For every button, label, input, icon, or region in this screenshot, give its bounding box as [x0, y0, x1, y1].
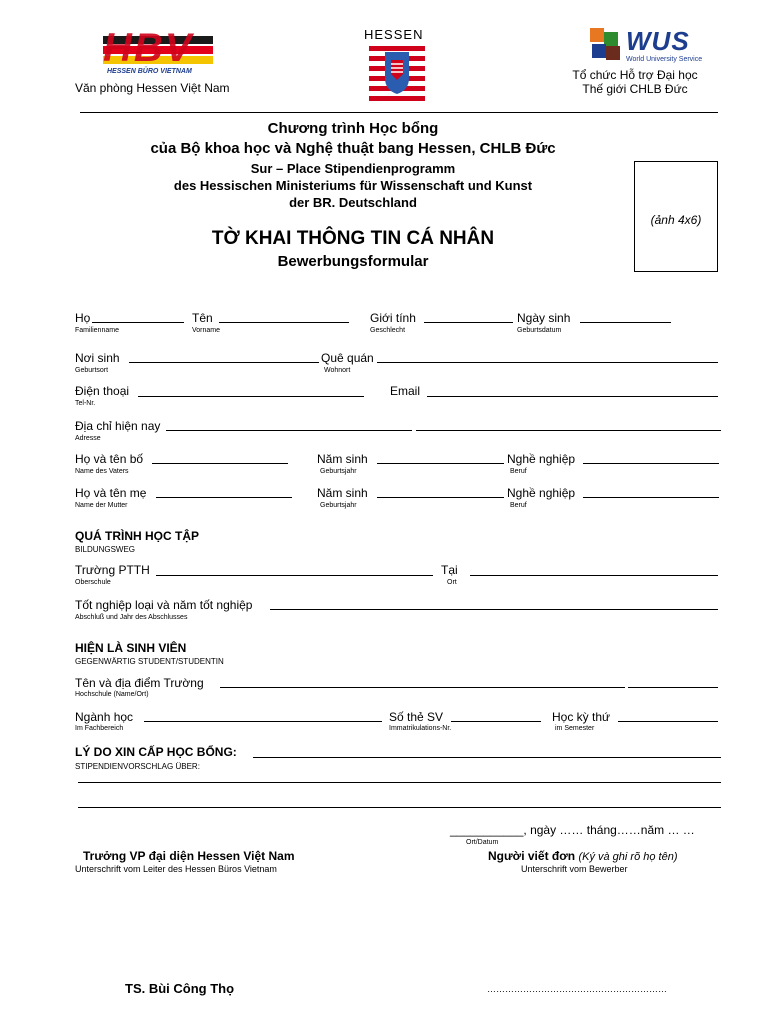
hessen-stripes-graphic	[369, 44, 425, 102]
field-hocky[interactable]	[618, 721, 718, 722]
photo-label: (ảnh 4x6)	[650, 213, 702, 227]
student-heading: HIỆN LÀ SINH VIÊN	[75, 641, 187, 655]
label-totnghiep-de: Abschluß und Jahr des Abschlusses	[75, 614, 188, 621]
label-nganh: Ngành học	[75, 710, 134, 724]
education-heading: QUÁ TRÌNH HỌC TẬP	[75, 529, 199, 543]
field-quequan[interactable]	[377, 362, 718, 363]
label-namsinh-bo: Năm sinh	[317, 452, 368, 466]
label-nghenghiep-me: Nghề nghiệp	[507, 486, 576, 500]
field-dienthoai[interactable]	[138, 396, 364, 397]
field-nghenghiep-me[interactable]	[583, 497, 719, 498]
label-namsinh-bo-de: Geburtsjahr	[320, 468, 357, 475]
label-ho: Họ	[75, 311, 91, 325]
date-line-de: Ort/Datum	[466, 839, 499, 846]
left-signature-de: Unterschrift vom Leiter des Hessen Büros Vietnam	[75, 864, 277, 874]
label-gioitinh-de: Geschlecht	[370, 327, 406, 334]
label-noisinh: Nơi sinh	[75, 351, 120, 365]
program-title-de-2: des Hessischen Ministeriums für Wissenschaft und Kunst	[173, 178, 533, 193]
label-diachi-de: Adresse	[75, 435, 101, 442]
field-reason-3[interactable]	[78, 807, 721, 808]
label-ten-de: Vorname	[192, 327, 221, 334]
field-noisinh[interactable]	[129, 362, 319, 363]
right-signature-note: (Ký và ghi rõ họ tên)	[578, 851, 678, 863]
right-signature-de: Unterschrift vom Bewerber	[521, 864, 628, 874]
date-line[interactable]: ___________, ngày …… tháng……năm … …	[450, 823, 695, 837]
label-hocky: Học kỳ thứ	[552, 710, 611, 724]
field-gioitinh[interactable]	[424, 322, 513, 323]
hbv-logo-text: HBV	[103, 26, 194, 70]
hessen-label: HESSEN	[364, 27, 424, 42]
field-namsinh-bo[interactable]	[377, 463, 504, 464]
student-heading-de: GEGENWÄRTIG STUDENT/STUDENTIN	[75, 657, 224, 666]
program-title-vn-1: Chương trình Học bổng	[267, 120, 439, 137]
field-reason-2[interactable]	[78, 782, 721, 783]
field-truong-ptth[interactable]	[156, 575, 433, 576]
label-totnghiep: Tốt nghiệp loại và năm tốt nghiệp	[75, 598, 253, 612]
field-email[interactable]	[427, 396, 718, 397]
label-quequan: Quê quán	[321, 351, 374, 365]
label-dienthoai-de: Tel-Nr.	[75, 400, 96, 407]
label-quequan-de: Wohnort	[324, 367, 351, 374]
wus-logo-squares	[590, 28, 626, 64]
reason-heading-de: STIPENDIENVORSCHLAG ÜBER:	[75, 762, 200, 771]
label-noisinh-de: Geburtsort	[75, 367, 109, 374]
form-title: TỜ KHAI THÔNG TIN CÁ NHÂN	[211, 228, 495, 249]
hessen-coat-of-arms	[369, 44, 425, 102]
label-hotenme: Họ và tên mẹ	[75, 486, 147, 500]
label-tai-de: Ort	[447, 579, 457, 586]
label-ten-truong: Tên và địa điểm Trường	[75, 676, 204, 690]
label-ten-truong-de: Hochschule (Name/Ort)	[75, 691, 149, 698]
education-heading-de: BILDUNGSWEG	[75, 545, 136, 554]
hbv-logo	[103, 26, 213, 78]
label-ten: Tên	[192, 311, 213, 325]
label-truong-ptth: Trường PTTH	[75, 563, 150, 577]
program-title-de-3: der BR. Deutschland	[289, 195, 417, 210]
left-signature-title: Trưởng VP đại diện Hessen Việt Nam	[83, 849, 295, 863]
label-ngaysinh: Ngày sinh	[517, 311, 571, 325]
label-sothe: Số thẻ SV	[389, 710, 444, 724]
right-org-line1: Tổ chức Hỗ trợ Đại học	[572, 68, 698, 82]
program-title-de-1: Sur – Place Stipendienprogramm	[250, 161, 456, 176]
label-hotenbo-de: Name des Vaters	[75, 468, 129, 475]
reason-heading: LÝ DO XIN CẤP HỌC BỔNG:	[75, 745, 237, 759]
label-truong-ptth-de: Oberschule	[75, 579, 111, 586]
label-gioitinh: Giới tính	[370, 311, 416, 325]
label-namsinh-me: Năm sinh	[317, 486, 368, 500]
right-org-line2: Thế giới CHLB Đức	[582, 82, 688, 96]
field-hotenme[interactable]	[156, 497, 292, 498]
label-nghenghiep-bo: Nghề nghiệp	[507, 452, 576, 466]
photo-box[interactable]	[634, 161, 718, 272]
wus-logo-subtext: World University Service	[626, 56, 703, 63]
field-ho[interactable]	[92, 322, 184, 323]
field-hotenbo[interactable]	[152, 463, 288, 464]
label-dienthoai: Điện thoại	[75, 384, 130, 398]
right-signature-block	[488, 849, 678, 863]
label-email: Email	[390, 384, 421, 398]
field-reason-1[interactable]	[253, 757, 721, 758]
left-office-name: Văn phòng Hessen Việt Nam	[75, 81, 230, 95]
form-subtitle: Bewerbungsformular	[277, 253, 429, 270]
label-hocky-de: im Semester	[555, 725, 595, 732]
hbv-logo-subtext: HESSEN BÜRO VIETNAM	[107, 68, 192, 75]
header-divider	[80, 112, 718, 113]
label-diachi: Địa chỉ hiện nay	[75, 419, 161, 433]
field-tai[interactable]	[470, 575, 718, 576]
label-ngaysinh-de: Geburtsdatum	[517, 327, 562, 334]
label-ho-de: Familienname	[75, 327, 119, 334]
field-sothe[interactable]	[451, 721, 541, 722]
label-tai: Tại	[441, 563, 458, 577]
wus-logo-text: WUS	[626, 26, 690, 56]
right-signer-dots[interactable]: ……………………………………………………	[487, 984, 667, 994]
field-nganh[interactable]	[144, 721, 382, 722]
field-nghenghiep-bo[interactable]	[583, 463, 719, 464]
field-diachi-2[interactable]	[416, 430, 721, 431]
field-ten[interactable]	[219, 322, 349, 323]
label-sothe-de: Immatrikulations-Nr.	[389, 725, 452, 732]
label-namsinh-me-de: Geburtsjahr	[320, 502, 357, 509]
program-title-vn-2: của Bộ khoa học và Nghệ thuật bang Hessen, CHLB Đức	[150, 140, 556, 157]
label-hotenme-de: Name der Mutter	[75, 502, 128, 509]
field-ngaysinh[interactable]	[580, 322, 671, 323]
left-signer-name: TS. Bùi Công Thọ	[125, 981, 235, 996]
field-ten-truong-2[interactable]	[628, 687, 718, 688]
field-ten-truong-1[interactable]	[220, 687, 625, 688]
wus-logo	[590, 28, 710, 68]
label-nghenghiep-bo-de: Beruf	[510, 468, 527, 475]
field-diachi-1[interactable]	[166, 430, 412, 431]
label-hotenbo: Họ và tên bố	[75, 452, 144, 466]
label-nghenghiep-me-de: Beruf	[510, 502, 527, 509]
field-namsinh-me[interactable]	[377, 497, 504, 498]
field-totnghiep[interactable]	[270, 609, 718, 610]
label-nganh-de: Im Fachbereich	[75, 725, 124, 732]
right-signature-title: Người viết đơn	[488, 849, 576, 863]
